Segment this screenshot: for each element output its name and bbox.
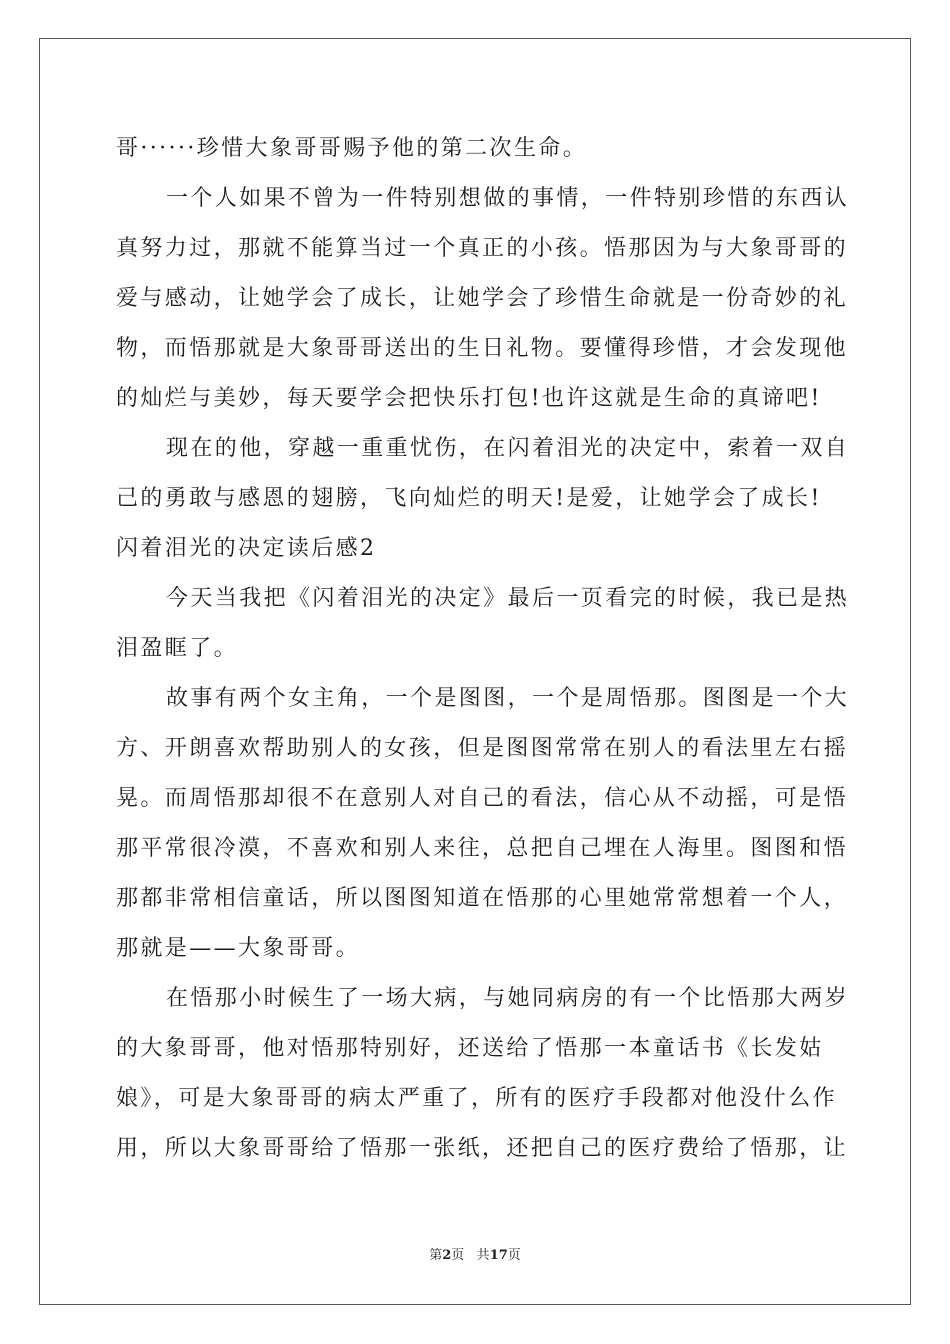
- document-body: [116, 124, 850, 1174]
- footer-prefix: 第: [429, 1248, 443, 1263]
- text-line: 物，而悟那就是大象哥哥送出的生日礼物。要懂得珍惜，才会发现他: [116, 336, 849, 361]
- text-line: 哥······珍惜大象哥哥赐予他的第二次生命。: [116, 136, 588, 161]
- section-heading: 闪着泪光的决定读后感2: [116, 536, 377, 561]
- text-line: 的大象哥哥，他对悟那特别好，还送给了悟那一本童话书《长发姑: [116, 1036, 824, 1061]
- total-pages-number: 17: [489, 1248, 508, 1263]
- text-line: 己的勇敢与感恩的翅膀，飞向灿烂的明天!是爱，让她学会了成长!: [116, 486, 822, 511]
- footer-page-unit: 页: [451, 1248, 465, 1263]
- footer-total-prefix: 共: [476, 1248, 490, 1263]
- current-page-number: 2: [442, 1248, 452, 1263]
- text-line: 方、开朗喜欢帮助别人的女孩，但是图图常常在别人的看法里左右摇: [116, 736, 849, 761]
- text-line: 晃。而周悟那却很不在意别人对自己的看法，信心从不动摇，可是悟: [116, 786, 849, 811]
- text-line: 用，所以大象哥哥给了悟那一张纸，还把自己的医疗费给了悟那，让: [116, 1136, 849, 1161]
- text-line: 那平常很冷漠，不喜欢和别人来往，总把自己埋在人海里。图图和悟: [116, 836, 849, 861]
- paragraph-start-line: 现在的他，穿越一重重忧伤，在闪着泪光的决定中，索着一双自: [166, 436, 850, 461]
- text-line: 的灿烂与美妙，每天要学会把快乐打包!也许这就是生命的真谛吧!: [116, 386, 822, 411]
- footer-total-unit: 页: [507, 1248, 521, 1263]
- page-footer: [0, 1244, 950, 1263]
- text-line: 娘》，可是大象哥哥的病太严重了，所有的医疗手段都对他没什么作: [116, 1086, 838, 1111]
- text-line: 爱与感动，让她学会了成长，让她学会了珍惜生命就是一份奇妙的礼: [116, 286, 849, 311]
- paragraph-start-line: 今天当我把《闪着泪光的决定》最后一页看完的时候，我已是热: [166, 586, 850, 611]
- text-line: 真努力过，那就不能算当过一个真正的小孩。悟那因为与大象哥哥的: [116, 236, 849, 261]
- text-line: 泪盈眶了。: [116, 636, 239, 661]
- text-line: 那就是——大象哥哥。: [116, 936, 361, 961]
- text-line: 那都非常相信童话，所以图图知道在悟那的心里她常常想着一个人，: [116, 886, 849, 911]
- paragraph-start-line: 故事有两个女主角，一个是图图，一个是周悟那。图图是一个大: [166, 686, 850, 711]
- paragraph-start-line: 一个人如果不曾为一件特别想做的事情，一件特别珍惜的东西认: [166, 186, 850, 211]
- paragraph-start-line: 在悟那小时候生了一场大病，与她同病房的有一个比悟那大两岁: [166, 986, 850, 1011]
